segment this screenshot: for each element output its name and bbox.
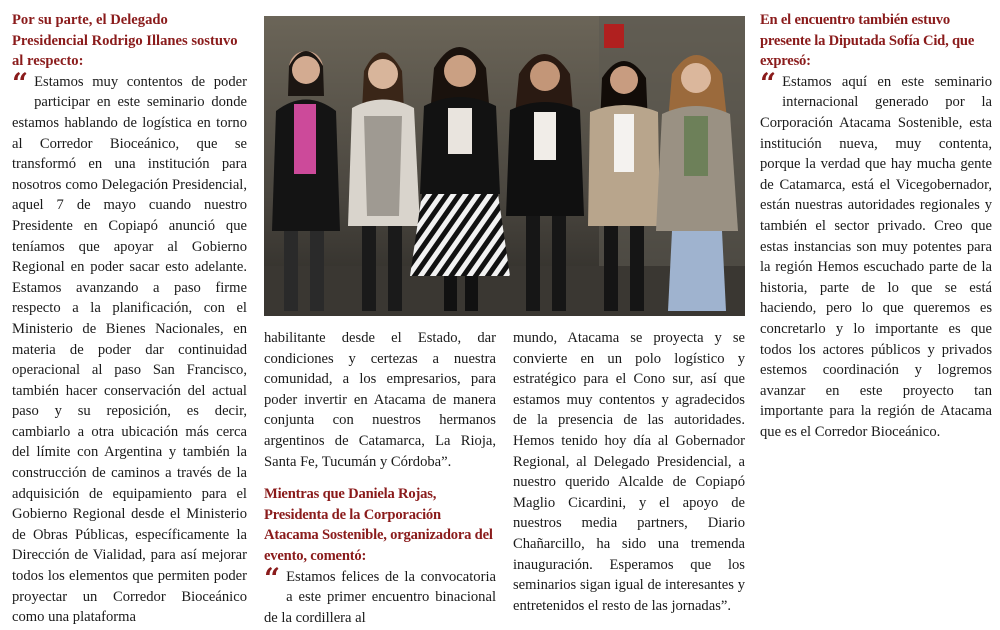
article-column-3 — [513, 328, 745, 616]
column-4-body — [760, 66, 992, 443]
column-4-text: Estamos aquí en este seminario internacional generado por la Corporación Atacama Sostenible, esta institución nueva, muy contenta, porque la verdad que hay mucha gente de Catamarca, está el Vicegobernador, están nuestras autoridades regionales y también el sector privado. Creo que estas instancias son muy potentes para la región Hemos escuchado parte de la historia, parte de lo que se está haciendo, pero lo que queremos es concretarlo y lo importante es que todos los actores públicos y privados estemos coordinación y logremos avanzar en este proyecto tan importante para la región de Atacama que es el Corredor Bioceánico. — [760, 73, 992, 440]
group-photo — [264, 16, 745, 316]
article-column-2 — [264, 328, 496, 628]
column-2-body — [264, 561, 496, 629]
article-column-4 — [760, 10, 992, 442]
column-2-continuation: habilitante desde el Estado, dar condiciones y certezas a nuestra comunidad, a los empresarios, para poder invertir en Atacama de manera conjunta con nuestros hermanos argentinos de Catamarca, La Rioja, Santa Fe, Tucumán y Córdoba”. — [264, 330, 496, 470]
column-4-heading: En el encuentro también estuvo presente la Diputada Sofía Cid, que expresó: — [760, 12, 975, 70]
column-1-heading: Por su parte, el Delegado Presidencial Rodrigo Illanes sostuvo al respecto: — [12, 12, 238, 70]
column-1-body — [12, 66, 247, 628]
column-2-heading: Mientras que Daniela Rojas, Presidenta de la Corporación Atacama Sostenible, organizadora del evento, comentó: — [264, 486, 493, 564]
column-2-text: Estamos felices de la convocatoria a este primer encuentro binacional de la cordillera al — [264, 568, 496, 626]
column-3-continuation: mundo, Atacama se proyecta y se convierte en un polo logístico y estratégico para el Cono sur, así que estamos muy contentos y agradecidos de la presencia de las autoridades. Hemos tenido hoy día al Gobernador Regional, al Delegado Presidencial, a nuestro querido Alcalde de Copiapó Maglio Cicardini, y el apoyo de nuestros media partners, Diario Chañarcillo, ha sido una tremenda inauguración. Esperamos que los seminarios sigan igual de interesantes y entretenidos el resto de las jornadas”. — [513, 330, 745, 614]
quote-mark-icon: “ — [12, 66, 29, 100]
column-1-text: Estamos muy contentos de poder participar en este seminario donde estamos hablando de logística en torno al Corredor Bioceánico, que se transformó en una institución para nosotros como Delegación Presidencial, aquel 7 de mayo cuando nuestro Presidente en Copiapó anunció que teníamos que apoyar al Gobierno Regional en poder sacar esto adelante. Estamos avanzando a paso firme respecto a la planificación, con el Ministerio de Bienes Nacionales, en materia de poder dar continuidad operacional al paso San Francisco, también hacer conservación del actual paso y su reposición, es decir, cambiarlo a otra ubicación más cerca del límite con Argentina y también la construcción de caminos a través de la adquisición de equipamiento para el Gobierno Regional desde el Ministerio de Obras Públicas, específicamente la Dirección de Vialidad, para así mejorar todos los elementos que permiten poder proyectar un Corredor Bioceánico como una plataforma — [12, 73, 247, 626]
quote-mark-icon: “ — [760, 66, 777, 100]
article-column-1 — [12, 10, 247, 628]
quote-mark-icon: “ — [264, 561, 281, 595]
